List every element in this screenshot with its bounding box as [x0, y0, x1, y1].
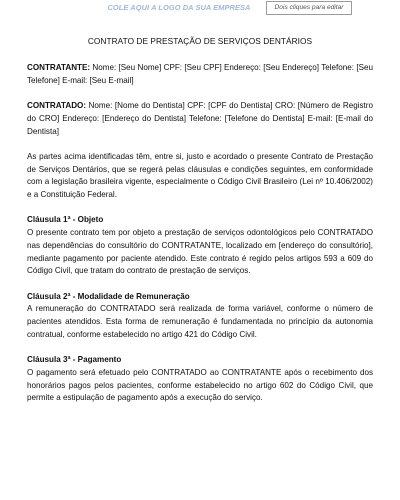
clause-1-text: O presente contrato tem por objeto a prestação de serviços odontológicos pelo CONTRATADO nas dependências do consultório do CONTRATANTE, localizado em [endereço do consultório], mediante pagamento por paciente atendido. Este contrato é regido pelos artigos 593 a 609 do Código Civil, que tratam do contrato de prestação de serviços. — [27, 228, 373, 276]
contratado-text: Nome: [Nome do Dentista] CPF: [CPF do Dentista] CRO: [Número de Registro do CRO] Endereço: [Endereço do Dentista] Telefone: [Telefone do Dentista] E-mail: [E-mail do Dentista] — [27, 101, 373, 136]
clause-1-title: Cláusula 1ª - Objeto — [27, 215, 104, 225]
contratante-paragraph — [27, 62, 373, 87]
logo-placeholder[interactable]: COLE AQUI A LOGO DA SUA EMPRESA — [107, 3, 251, 12]
clause-2-title: Cláusula 2ª - Modalidade de Remuneração — [27, 291, 190, 301]
clause-3-text: O pagamento será efetuado pelo CONTRATADO ao CONTRATANTE após o recebimento dos honorários pagos pelos pacientes, conforme estabelecido no artigo 602 do Código Civil, que permite a estipulação de pagamento após a execução do serviço. — [27, 367, 373, 403]
clause-3-title: Cláusula 3ª - Pagamento — [27, 355, 122, 365]
document-header — [0, 0, 400, 18]
edit-button[interactable]: Dois cliques para editar — [266, 1, 352, 15]
contratante-label: CONTRATANTE: — [27, 63, 91, 72]
clause-2-text: A remuneração do CONTRATADO será realizada de forma variável, conforme o número de pacientes atendidos. Esta forma de remuneração é fundamentada no princípio da autonomia contratual, conforme estabelecido no artigo 421 do Código Civil. — [27, 304, 373, 339]
document-title: CONTRATO DE PRESTAÇÃO DE SERVIÇOS DENTÁRIOS — [87, 36, 313, 46]
contratado-paragraph — [27, 100, 373, 138]
contratado-label: CONTRATADO: — [27, 101, 87, 111]
contratante-text: Nome: [Seu Nome] CPF: [Seu CPF] Endereço: [Seu Endereço] Telefone: [Seu Telefone] E-mail: [Seu E-mail] — [27, 63, 373, 85]
preamble-paragraph: As partes acima identificadas têm, entre si, justo e acordado o presente Contrato de Prestação de Serviços Dentários, que se regerá pelas cláusulas e condições seguintes, em conformidade com a legislação brasileira vigente, especialmente o Código Civil Brasileiro (Lei nº 10.406/2002) e a Constituição Federal. — [27, 151, 373, 199]
document-body — [27, 62, 373, 418]
